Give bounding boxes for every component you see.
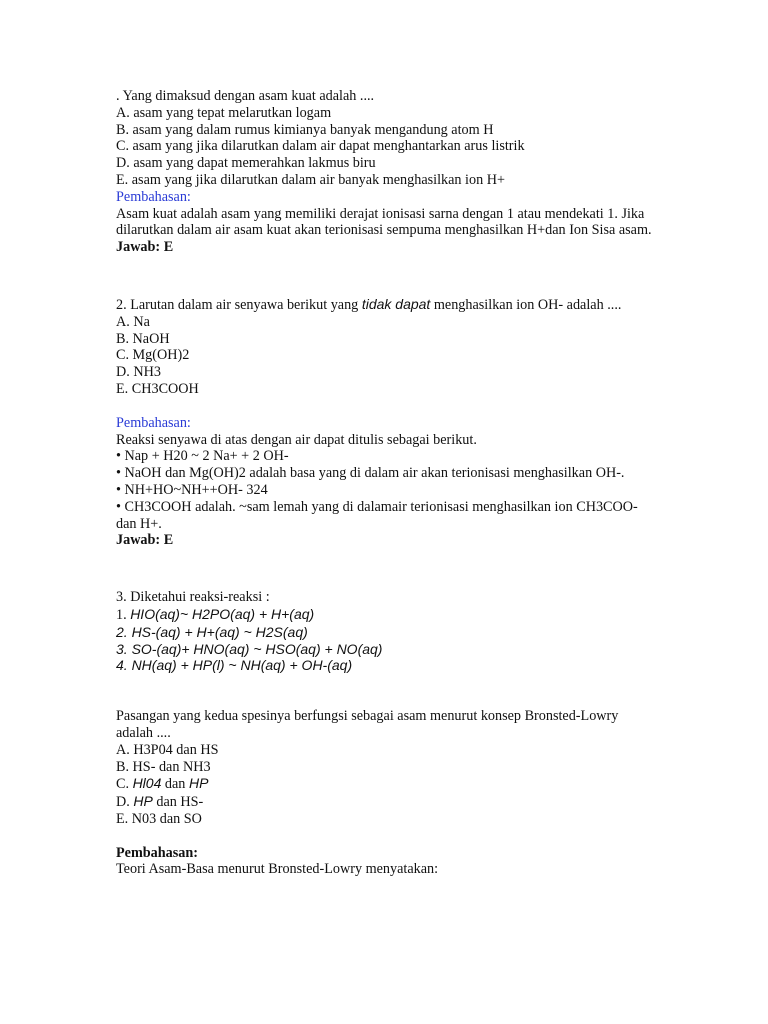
q3-question-cont: adalah .... [116, 724, 171, 741]
q3-intro: 3. Diketahui reaksi-reaksi : [116, 589, 270, 606]
q3-option-c-part1: Hl04 [132, 775, 162, 792]
q3-reaction-3: 3. SO-(aq)+ HNO(aq) ~ HSO(aq) + NO(aq) [116, 640, 383, 657]
q3-reaction-1-formula: HIO(aq)~ H2PO(aq) + H+(aq) [130, 605, 315, 622]
q2-bullet-3: • NH+HO~NH++OH- 324 [116, 481, 268, 498]
q2-option-b: B. NaOH [116, 330, 170, 347]
q2-bullet-2: • NaOH dan Mg(OH)2 adalah basa yang di dalam air akan terionisasi menghasilkan OH-. [116, 465, 625, 482]
q3-reaction-4: 4. NH(aq) + HP(l) ~ NH(aq) + OH-(aq) [116, 657, 353, 674]
q3-option-d-prefix: D. [116, 794, 134, 811]
q2-option-a: A. Na [116, 313, 150, 330]
q2-bullet-4: • CH3COOH adalah. ~sam lemah yang di dalamair terionisasi menghasilkan ion CH3COO- dan H+. [116, 498, 638, 532]
spacer [116, 828, 656, 845]
q2-bullet-1: • Nap + H20 ~ 2 Na+ + 2 OH- [116, 448, 289, 465]
q3-option-e: E. N03 dan SO [116, 810, 202, 827]
q2-discussion-label: Pembahasan: [116, 414, 191, 431]
q3-option-c [116, 775, 656, 793]
spacer [116, 398, 656, 415]
q3-reaction-1 [116, 606, 656, 624]
q3-option-d-suffix: dan HS- [152, 794, 204, 811]
q3-question: Pasangan yang kedua spesinya berfungsi sebagai asam menurut konsep Bronsted-Lowry [116, 708, 619, 725]
spacer [116, 674, 656, 708]
q3-option-b: B. HS- dan NH3 [116, 758, 211, 775]
q2-answer: Jawab: E [116, 532, 174, 549]
q2-question-end: menghasilkan ion OH- adalah .... [430, 296, 622, 313]
q1-option-c: C. asam yang jika dilarutkan dalam air dapat menghantarkan arus listrik [116, 138, 525, 155]
q1-discussion-label: Pembahasan: [116, 188, 191, 205]
q3-discussion-label: Pembahasan: [116, 844, 198, 861]
q3-option-c-mid: dan [161, 776, 189, 793]
spacer [116, 549, 656, 589]
spacer [116, 256, 656, 296]
q2-option-d: D. NH3 [116, 364, 161, 381]
q3-option-d-part1: HP [133, 793, 153, 810]
q1-option-a: A. asam yang tepat melarutkan logam [116, 104, 332, 121]
q1-answer: Jawab: E [116, 239, 174, 256]
q2-question-emphasis: tidak dapat [361, 295, 431, 312]
q2-discussion-intro: Reaksi senyawa di atas dengan air dapat ditulis sebagai berikut. [116, 431, 477, 448]
q3-option-a: A. H3P04 dan HS [116, 741, 219, 758]
q2-option-e: E. CH3COOH [116, 380, 199, 397]
q1-option-d: D. asam yang dapat memerahkan lakmus biru [116, 155, 376, 172]
q3-reaction-2: 2. HS-(aq) + H+(aq) ~ H2S(aq) [116, 623, 308, 640]
q1-discussion: Asam kuat adalah asam yang memiliki derajat ionisasi sarna dengan 1 atau mendekati 1. Jika dilarutkan dalam air asam kuat akan terionisasi sempuma menghasilkan H+dan Ion Sisa asam. [116, 205, 652, 239]
q3-reaction-1-number: 1. [116, 606, 131, 623]
q3-option-c-part2: HP [188, 775, 209, 792]
q2-option-c: C. Mg(OH)2 [116, 347, 190, 364]
q1-option-e: E. asam yang jika dilarutkan dalam air banyak menghasilkan ion H+ [116, 171, 505, 188]
q3-option-d [116, 793, 656, 811]
q2-question [116, 296, 656, 314]
q3-option-c-prefix: C. [116, 776, 133, 793]
q1-question: . Yang dimaksud dengan asam kuat adalah .... [116, 88, 375, 104]
q1-option-b: B. asam yang dalam rumus kimianya banyak mengandung atom H [116, 121, 494, 138]
q2-question-start: 2. Larutan dalam air senyawa berikut yang [116, 296, 362, 313]
document-content [116, 88, 656, 878]
q3-discussion: Teori Asam-Basa menurut Bronsted-Lowry menyatakan: [116, 861, 439, 878]
